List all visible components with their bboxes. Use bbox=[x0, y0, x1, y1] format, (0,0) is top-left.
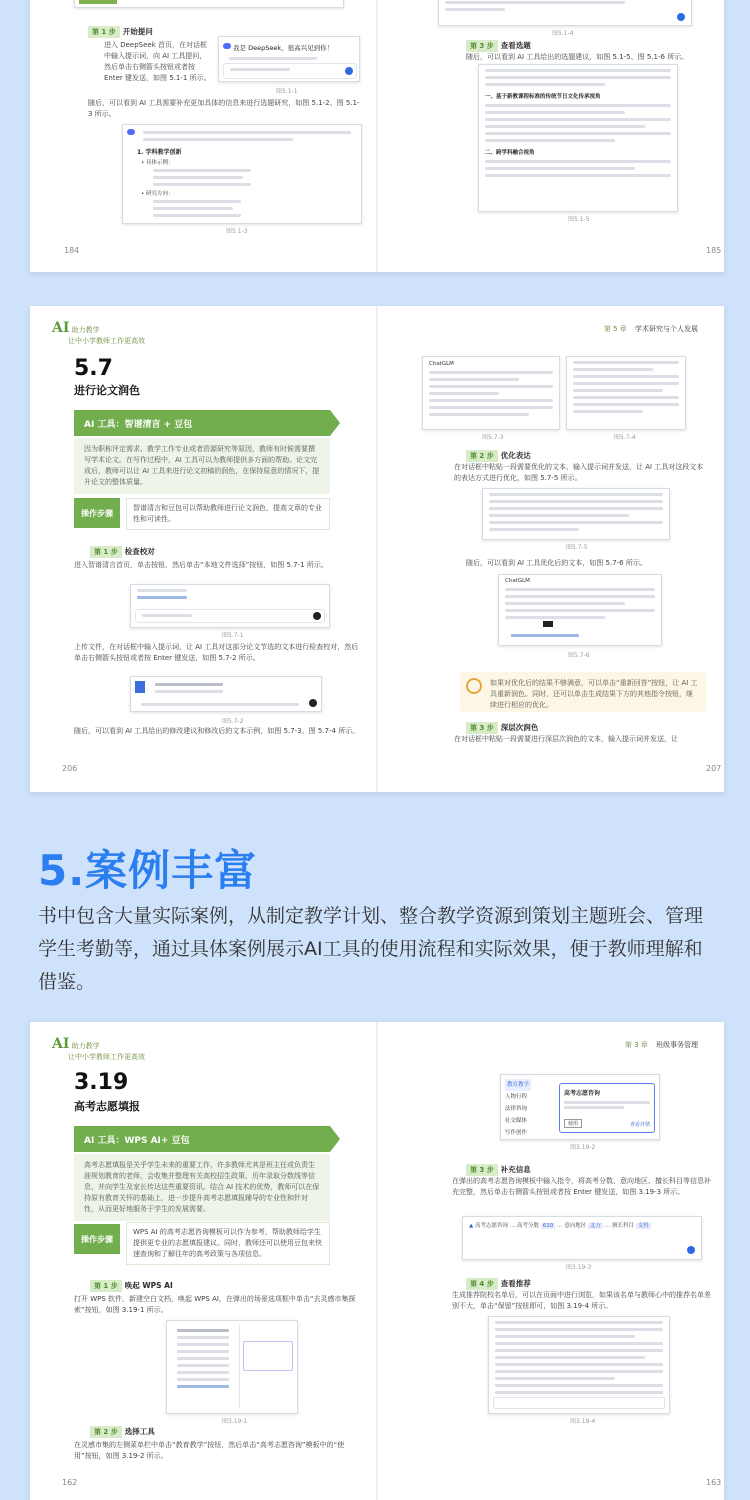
after-text: 随后，可以看到 AI 工具优化后的文本，如图 5.7-6 所示。 bbox=[466, 559, 647, 567]
step-badge: 第 1 步 bbox=[90, 546, 122, 558]
step-badge: 第 2 步 bbox=[90, 1426, 122, 1438]
topic-list-screenshot bbox=[478, 64, 678, 212]
figure-caption: 图5.7-6 bbox=[568, 652, 590, 659]
shot-heading: 二、跨学科融合视角 bbox=[485, 150, 535, 156]
figure-caption: 图5.7-3 bbox=[482, 434, 504, 441]
use-button[interactable]: 使用 bbox=[564, 1119, 582, 1128]
list-sub: • 具体示例： bbox=[141, 160, 174, 166]
text-input-screenshot bbox=[482, 488, 670, 540]
chatglm-reply-screenshot-2 bbox=[566, 356, 686, 430]
section-title: 进行论文润色 bbox=[74, 384, 140, 397]
step-text: 在对话框中粘贴一段需要优化的文本，输入提示词并发送，让 AI 工具对这段文本的表达方式进行优化，如图 5.7-5 所示。 bbox=[454, 463, 704, 482]
page-number: 162 bbox=[62, 1478, 78, 1487]
step-badge: 第 2 步 bbox=[466, 450, 498, 462]
region-field[interactable]: 北方 bbox=[589, 1223, 601, 1229]
section-number: 3.19 bbox=[74, 1070, 129, 1095]
card-title: 高考志愿咨询 bbox=[564, 1090, 601, 1097]
figure-caption: 图5.1-4 bbox=[552, 30, 574, 37]
chat-screenshot-partial bbox=[438, 0, 692, 26]
step-badge: 第 1 步 bbox=[90, 1280, 122, 1292]
figure-caption: 图5.1-3 bbox=[226, 228, 248, 235]
step-text: 随后，可以看到 AI 工具给出的选题建议，如图 5.1-5、图 5.1-6 所示。 bbox=[466, 53, 689, 61]
step-heading bbox=[90, 546, 155, 558]
template-card[interactable] bbox=[559, 1083, 655, 1133]
ops-text: 智谱清言和豆包可以帮助教师进行论文润色，提高文章的专业性和可读性。 bbox=[126, 498, 330, 530]
tip-text: 如果对优化后的结果不够满意，可以单击“重新回答”按钮，让 AI 工具重新润色。同时，还可以单击生成结果下方的其他指令按钮，继续进行相应的优化。 bbox=[490, 679, 698, 709]
deepseek-greeting: 我是 DeepSeek，很高兴见到你！ bbox=[233, 44, 334, 52]
figure-caption: 图5.7-5 bbox=[566, 544, 588, 551]
deepseek-screenshot bbox=[218, 36, 360, 82]
figure-caption: 图5.1-5 bbox=[568, 216, 590, 223]
score-field[interactable]: 610 bbox=[542, 1223, 554, 1229]
step-badge: 第 3 步 bbox=[466, 1164, 498, 1176]
tip-box bbox=[460, 672, 706, 712]
header-sub: 让中小学教师工作更高效 bbox=[68, 1053, 145, 1061]
page-number: 163 bbox=[706, 1478, 722, 1487]
step-heading bbox=[466, 450, 531, 462]
shot-heading: 一、基于新教课程标准的传统节日文化传承视角 bbox=[485, 94, 601, 100]
header-brand: AI bbox=[52, 320, 70, 336]
wps-ai-screenshot bbox=[166, 1320, 298, 1414]
menu-item-education[interactable]: 教育教学 bbox=[505, 1079, 531, 1091]
wps-market-screenshot bbox=[500, 1074, 660, 1140]
optimized-text-screenshot bbox=[498, 574, 662, 646]
spine bbox=[376, 1022, 378, 1500]
page-number: 185 bbox=[706, 246, 722, 255]
send-circle-icon[interactable] bbox=[309, 699, 317, 707]
header-chapter: 第 3 章 bbox=[624, 1041, 648, 1049]
step-title: 检查校对 bbox=[124, 547, 155, 556]
deepseek-logo-icon bbox=[223, 43, 231, 49]
step-badge: 第 3 步 bbox=[466, 722, 498, 734]
section-number: 5.7 bbox=[74, 356, 113, 381]
zhipu-upload-screenshot bbox=[130, 584, 330, 628]
book-spread-top bbox=[30, 0, 724, 272]
detail-button[interactable]: 查看详情 bbox=[629, 1122, 650, 1128]
step-text: 进入智谱清言首页，单击按钮，然后单击“本地文件选择”按钮，如图 5.7-1 所示。 bbox=[74, 561, 328, 569]
feature-title: 5.案例丰富 bbox=[38, 846, 258, 895]
figure-caption: 图5.7-1 bbox=[222, 632, 244, 639]
header-title: 学术研究与个人发展 bbox=[635, 325, 698, 333]
after-text: 随后，可以看到 AI 工具给出的修改建议和修改后的文本示例，如图 5.7-3、图 5.7-4 所示。 bbox=[74, 727, 360, 735]
ops-text: WPS AI 的高考志愿咨询模板可以作为参考，帮助教师给学生提供更专业的志愿填报建议。同时，教师还可以使用豆包来快速查询和了解往年的高考政策与各项信息。 bbox=[126, 1222, 330, 1265]
header-brand: AI bbox=[52, 1036, 70, 1052]
figure-caption: 图5.7-4 bbox=[614, 434, 636, 441]
chatglm-label: ChatGLM bbox=[505, 578, 530, 584]
header-sub: 助力教学 bbox=[71, 1042, 100, 1050]
feature-description: 书中包含大量实际案例，从制定教学计划、整合教学资源到策划主题班会、管理学生考勤等，通过具体案例展示AI工具的使用流程和实际效果，便于教师理解和借鉴。 bbox=[38, 905, 704, 993]
spine bbox=[376, 306, 378, 792]
chatglm-label: ChatGLM bbox=[429, 361, 454, 367]
list-title: 1. 学科教学创新 bbox=[137, 149, 182, 156]
book-spread-bottom bbox=[30, 1022, 724, 1500]
page-header bbox=[604, 324, 698, 334]
ai-tool-label: AI 工具：WPS AI+ 豆包 bbox=[74, 1126, 330, 1152]
step-title: 优化表达 bbox=[500, 451, 531, 460]
header-chapter: 第 5 章 bbox=[603, 325, 627, 333]
header-sub: 让中小学教师工作更高效 bbox=[68, 337, 145, 345]
list-sub: • 研究方向： bbox=[141, 191, 174, 197]
step-text: 在灵感市集的左侧菜单栏中单击“教育教学”按钮，然后单击“高考志愿咨询”模板中的“使用”按钮，如图 3.19-2 所示。 bbox=[74, 1441, 345, 1460]
action-chip[interactable] bbox=[543, 621, 553, 627]
prompt-text: ▲ 高考志愿咨询 … 高考分数 610 … 意向地区 北方 … 擅长科目 文科 bbox=[469, 1223, 649, 1229]
step-heading bbox=[466, 40, 531, 52]
deepseek-logo-icon bbox=[127, 129, 135, 135]
page-header bbox=[52, 320, 145, 346]
figure-caption: 图3.19-1 bbox=[222, 1418, 248, 1425]
step-heading bbox=[90, 1426, 155, 1438]
figure-caption: 图3.19-2 bbox=[570, 1144, 596, 1151]
menu-item-writing[interactable]: 写作创作 bbox=[505, 1130, 528, 1136]
step-title: 深层次润色 bbox=[500, 723, 539, 732]
lightbulb-icon bbox=[466, 678, 482, 694]
send-arrow-icon[interactable] bbox=[345, 67, 353, 75]
figure-caption: 图5.7-2 bbox=[222, 718, 244, 725]
recommend-list-screenshot bbox=[488, 1316, 670, 1414]
subject-field[interactable]: 文科 bbox=[637, 1223, 649, 1229]
ai-tool-label: AI 工具：智谱清言 + 豆包 bbox=[74, 410, 330, 436]
zhipu-prompt-screenshot bbox=[130, 676, 322, 712]
send-arrow-icon[interactable] bbox=[687, 1246, 695, 1254]
send-circle-icon[interactable] bbox=[313, 612, 321, 620]
ai-reply-screenshot bbox=[122, 124, 362, 224]
step-title: 查看选题 bbox=[500, 41, 531, 50]
page-number: 184 bbox=[64, 246, 80, 255]
upload-text: 上传文件，在对话框中输入提示词，让 AI 工具对这部分论文节选的文本进行检查校对，然后单击右侧箭头按钮或者按 Enter 键发送，如图 5.7-2 所示。 bbox=[74, 643, 359, 662]
page-number: 207 bbox=[706, 764, 722, 773]
step-badge: 第 3 步 bbox=[466, 40, 498, 52]
page-header bbox=[625, 1040, 698, 1050]
menu-item-travel[interactable]: 人物行程 bbox=[505, 1094, 528, 1100]
page-number: 206 bbox=[62, 764, 78, 773]
step-text: 进入 DeepSeek 首页，在对话框中输入提示词，向 AI 工具提问，然后单击右侧箭头按钮或者按 Enter 键发送，如图 5.1-1 所示。 bbox=[104, 41, 211, 82]
page-header bbox=[52, 1036, 145, 1062]
step-text: 打开 WPS 软件，新建空白文档，唤起 WPS AI，在弹出的场景选项框中单击“去灵感市集探索”按钮，如图 3.19-1 所示。 bbox=[74, 1295, 356, 1314]
figure-top-partial bbox=[74, 0, 344, 8]
step-text: 在弹出的高考志愿咨询模板中输入指令，将高考分数、意向地区、擅长科目等信息补充完整，然后单击右侧箭头按钮或者按 Enter 键发送，如图 3.19-3 所示。 bbox=[452, 1177, 711, 1196]
step-title: 补充信息 bbox=[500, 1165, 531, 1174]
after-text: 随后，可以看到 AI 工具需要补充更加具体的信息来进行选题研究，如图 5.1-2、图 5.1-3 所示。 bbox=[88, 99, 360, 118]
ops-tag: 操作步骤 bbox=[74, 498, 120, 528]
menu-item-social[interactable]: 社交媒体 bbox=[505, 1118, 528, 1124]
step-title: 查看推荐 bbox=[500, 1279, 531, 1288]
step-heading bbox=[90, 1280, 173, 1292]
chatglm-reply-screenshot bbox=[422, 356, 560, 430]
figure-caption: 图3.19-4 bbox=[570, 1418, 596, 1425]
file-icon bbox=[135, 681, 145, 693]
prompt-template-screenshot bbox=[462, 1216, 702, 1260]
intro-box: 高考志愿填报是关乎学生未来的重要工作，许多教师尤其是班主任或负责生涯规划教育的老师，会收集并整理有关高校招生政策、历年录取分数线等信息，并向学生及家长传达这些重要资讯。结合 AI 技术的优势，教师可以在保持原有教育关怀的基础上，进一步提升高考志愿填报辅导的专业性和针对性，从而更好地服务于学生的发展需要。 bbox=[74, 1154, 330, 1221]
menu-item-law[interactable]: 法律咨询 bbox=[505, 1106, 528, 1112]
step-heading bbox=[466, 722, 538, 734]
category-menu bbox=[505, 1079, 531, 1139]
header-title: 班级事务管理 bbox=[656, 1041, 698, 1049]
book-spread-middle bbox=[30, 306, 724, 792]
step-text: 在对话框中粘贴一段需要进行深层次润色的文本，输入提示词并发送，让 bbox=[454, 735, 678, 743]
header-sub: 助力教学 bbox=[71, 326, 100, 334]
step-title: 唤起 WPS AI bbox=[124, 1281, 173, 1290]
intro-box: 因为职称评定需求、教学工作专业或者资源研究等原因，教师有时候需要撰写学术论文。在写作过程中，AI 工具可以为教师提供多方面的帮助。论文完成后，教师可以让 AI 工具来进行论文初稿的润色，在保持原意的情况下，提升论文的整体质量。 bbox=[74, 438, 330, 494]
section-title: 高考志愿填报 bbox=[74, 1100, 140, 1113]
step-title: 开始提问 bbox=[122, 27, 153, 36]
step-title: 选择工具 bbox=[124, 1427, 155, 1436]
figure-caption: 图5.1-1 bbox=[276, 88, 298, 95]
step-heading bbox=[466, 1164, 531, 1176]
step-badge: 第 1 步 bbox=[88, 26, 120, 38]
send-arrow-icon[interactable] bbox=[677, 13, 685, 21]
step-text: 生成推荐院校名单后，可以在页面中进行浏览，如果该名单与教师心中的推荐名单差别不大，单击“保留”按钮即可，如图 3.19-4 所示。 bbox=[452, 1291, 711, 1310]
step-heading bbox=[466, 1278, 531, 1290]
ops-tag: 操作步骤 bbox=[74, 1224, 120, 1254]
step-heading bbox=[88, 26, 153, 38]
spine bbox=[376, 0, 378, 272]
step-badge: 第 4 步 bbox=[466, 1278, 498, 1290]
figure-caption: 图3.19-3 bbox=[566, 1264, 592, 1271]
